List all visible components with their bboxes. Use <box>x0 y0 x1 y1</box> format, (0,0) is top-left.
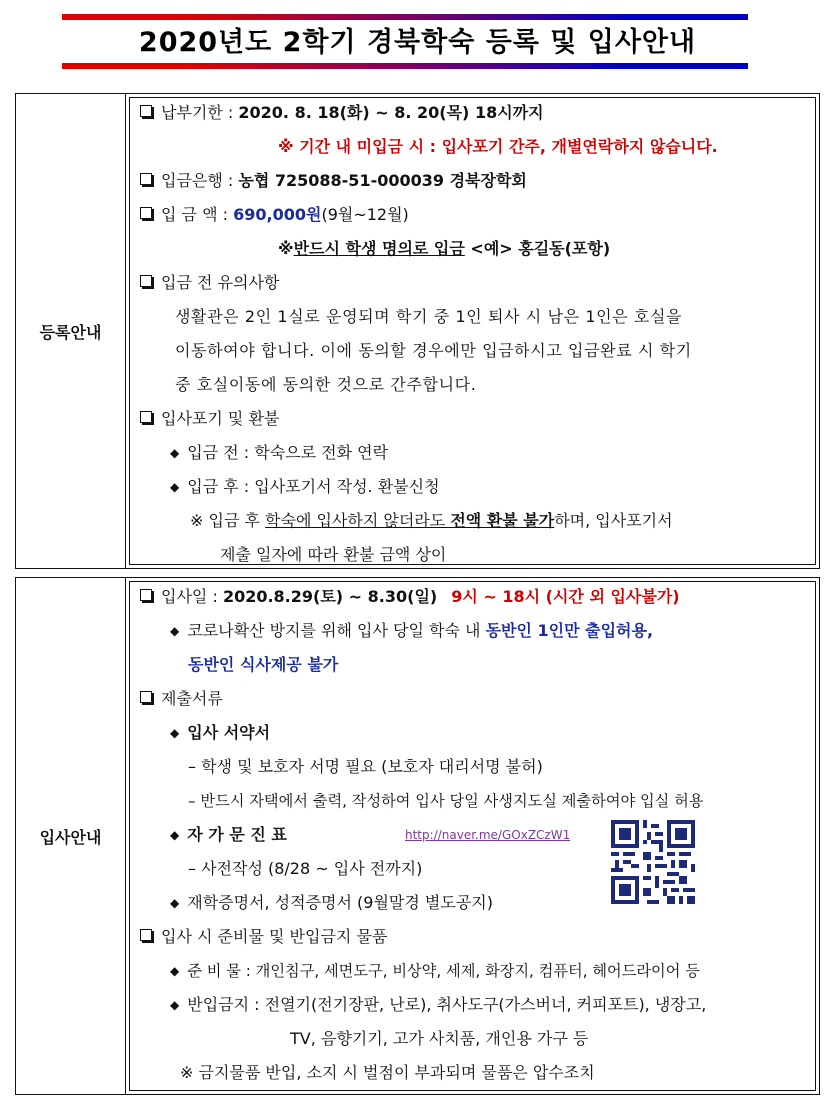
diamond-bullet-icon: ◆ <box>170 446 180 460</box>
prep-items: ◆ 준 비 물 : 개인침구, 세면도구, 비상약, 세제, 화장지, 컴퓨터, 헤어드라이어 등 <box>170 962 700 980</box>
checkbox-icon <box>140 411 152 423</box>
admission-label: 입사안내 <box>16 578 126 1094</box>
admission-date-row: 입사일 : 2020.8.29(토) ~ 8.30(일) 9시 ~ 18시 (시간 외 입사불가) <box>140 586 680 608</box>
checkbox-icon <box>140 207 152 219</box>
diamond-bullet-icon: ◆ <box>170 828 180 842</box>
refund-note-2: 제출 일자에 따라 환불 금액 상이 <box>220 545 447 564</box>
checkbox-icon <box>140 929 152 941</box>
page-title: 2020년도 2학기 경북학숙 등록 및 입사안내 <box>138 27 697 58</box>
pledge-item-1: – 학생 및 보호자 서명 필요 (보호자 대리서명 불허) <box>188 757 543 776</box>
banned-items: ◆ 반입금지 : 전열기(전기장판, 난로), 취사도구(가스버너, 커피포트), 냉장고, <box>170 995 707 1014</box>
selfcheck-item-1: – 사전작성 (8/28 ~ 입사 전까지) <box>188 859 423 878</box>
title-bar-top <box>62 14 748 20</box>
amount-row: 입 금 액 : 690,000원(9월~12월) <box>140 204 409 226</box>
checkbox-icon <box>140 105 152 117</box>
pledge-item-2: – 반드시 자택에서 출력, 작성하여 입사 당일 사생지도실 제출하여야 입실 허용 <box>188 792 704 810</box>
pledge-title: ◆ 입사 서약서 <box>170 723 271 742</box>
covid-notice: ◆ 코로나확산 방지를 위해 입사 당일 학숙 내 동반인 1인만 출입허용, <box>170 621 654 640</box>
diamond-bullet-icon: ◆ <box>170 896 180 910</box>
registration-content <box>129 97 816 565</box>
diamond-bullet-icon: ◆ <box>170 726 180 740</box>
refund-before: ◆ 입금 전 : 학숙으로 전화 연락 <box>170 443 389 462</box>
caution-text-3: 중 호실이동에 동의한 것으로 간주합니다. <box>175 375 477 394</box>
diamond-bullet-icon: ◆ <box>170 480 180 494</box>
refund-title-row: 입사포기 및 환불 <box>140 408 279 430</box>
selfcheck-link[interactable]: http://naver.me/GOxZCzW1 <box>405 828 571 842</box>
diamond-bullet-icon: ◆ <box>170 964 180 978</box>
checkbox-icon <box>140 173 152 185</box>
bank-row: 입금은행 : 농협 725088-51-000039 경북장학회 <box>140 170 527 192</box>
deadline-row: 납부기한 : 2020. 8. 18(화) ~ 8. 20(목) 18시까지 <box>140 102 544 124</box>
refund-after: ◆ 입금 후 : 입사포기서 작성. 환불신청 <box>170 477 440 496</box>
covid-notice-2: 동반인 식사제공 불가 <box>188 655 339 674</box>
docs-title-row: 제출서류 <box>140 688 223 710</box>
items-title-row: 입사 시 준비물 및 반입금지 물품 <box>140 926 387 948</box>
diamond-bullet-icon: ◆ <box>170 624 180 638</box>
selfcheck-title: ◆ 자 가 문 진 표 <box>170 825 287 844</box>
amount-note: ※반드시 학생 명의로 입금 <예> 홍길동(포항) <box>278 239 611 258</box>
refund-note: ※ 입금 후 학숙에 입사하지 않더라도 전액 환불 불가하며, 입사포기서 <box>190 511 673 530</box>
banned-items-2: TV, 음향기기, 고가 사치품, 개인용 가구 등 <box>290 1029 589 1048</box>
checkbox-icon <box>140 691 152 703</box>
registration-label: 등록안내 <box>16 94 126 568</box>
banned-note: ※ 금지물품 반입, 소지 시 벌점이 부과되며 물품은 압수조치 <box>180 1063 595 1082</box>
title-bar-bottom <box>62 63 748 69</box>
caution-text-1: 생활관은 2인 1실로 운영되며 학기 중 1인 퇴사 시 남은 1인은 호실을 <box>175 307 683 326</box>
registration-section <box>15 93 820 569</box>
caution-text-2: 이동하여야 합니다. 이에 동의할 경우에만 입금하시고 입금완료 시 학기 <box>175 341 692 360</box>
caution-title-row: 입금 전 유의사항 <box>140 272 279 294</box>
qr-code-icon <box>611 820 695 904</box>
certificates: ◆ 재학증명서, 성적증명서 (9월말경 별도공지) <box>170 893 493 912</box>
deadline-warning: ※ 기간 내 미입금 시 : 입사포기 간주, 개별연락하지 않습니다. <box>278 137 718 156</box>
checkbox-icon <box>140 589 152 601</box>
diamond-bullet-icon: ◆ <box>170 998 180 1012</box>
checkbox-icon <box>140 275 152 287</box>
